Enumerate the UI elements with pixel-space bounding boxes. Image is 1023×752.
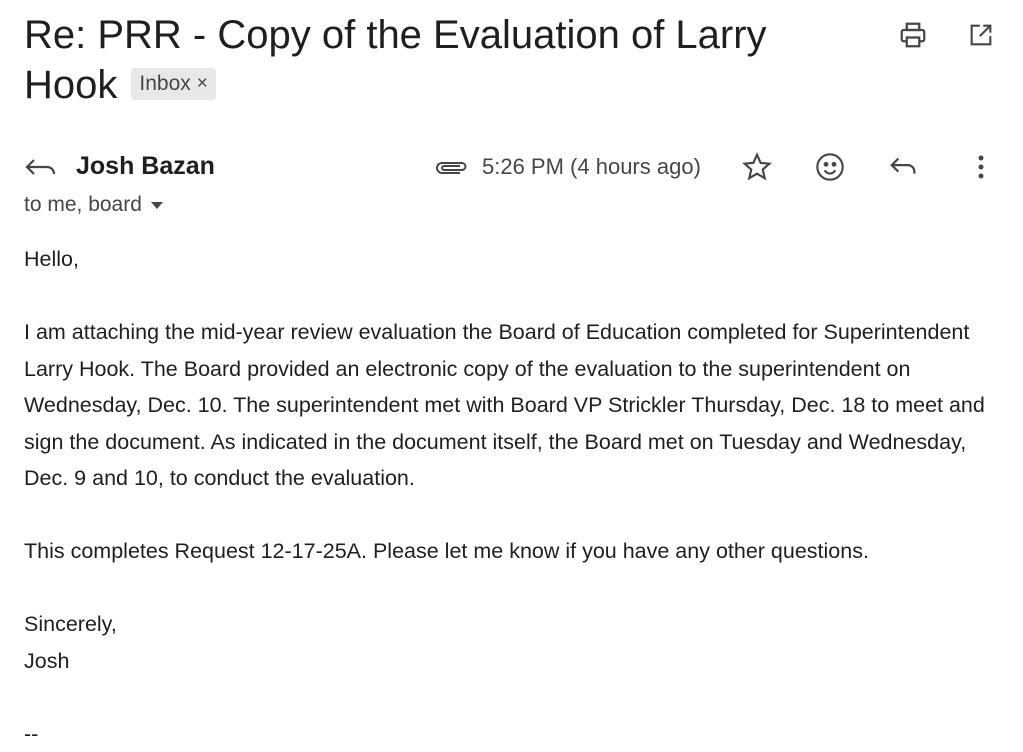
subject-text: Re: PRR - Copy of the Evaluation of Larry Hook (24, 13, 767, 107)
signature-separator: -- (24, 716, 1009, 752)
email-subject (24, 10, 864, 110)
closing: Sincerely, (24, 606, 1009, 643)
star-icon (741, 151, 773, 183)
emoji-reaction-button[interactable] (813, 150, 847, 184)
sender-name[interactable]: Josh Bazan (76, 152, 215, 181)
recipients-text: to me, board (24, 193, 142, 217)
body-paragraph-1: I am attaching the mid-year review evaluation the Board of Education completed for Superintendent Larry Hook. The Board provided an electronic copy of the evaluation to the superintendent on Wednesday, Dec. 10. The superintendent met with Board VP Strickler Thursday, Dec. 18 to meet and sign the document. As indicated in the document itself, the Board met on Tuesday and Wednesday, Dec. 9 and 10, to conduct the evaluation. (24, 314, 1009, 497)
print-icon (898, 20, 928, 50)
message-time: 5:26 PM (4 hours ago) (482, 154, 701, 180)
recipients-line (24, 193, 164, 217)
emoji-icon (814, 151, 846, 183)
greeting: Hello, (24, 241, 1009, 278)
reply-arrow-icon (24, 156, 58, 187)
reply-button[interactable] (887, 150, 921, 184)
caret-down-icon (150, 200, 164, 210)
body-paragraph-2: This completes Request 12-17-25A. Please let me know if you have any other questions. (24, 533, 1009, 570)
reply-icon (888, 153, 920, 181)
message-header (24, 150, 1004, 186)
more-options-button[interactable] (964, 150, 998, 184)
label-text: Inbox (139, 71, 190, 97)
inbox-label-chip[interactable] (131, 68, 215, 100)
message-body (24, 241, 1009, 752)
more-vertical-icon (976, 153, 986, 181)
open-in-new-window-button[interactable] (964, 18, 998, 52)
show-details-button[interactable] (150, 200, 164, 210)
open-in-new-window-icon (967, 21, 995, 49)
signature: Josh (24, 643, 1009, 680)
remove-label-button[interactable]: × (197, 71, 208, 97)
print-button[interactable] (896, 18, 930, 52)
paperclip-icon (434, 157, 470, 184)
star-button[interactable] (740, 150, 774, 184)
